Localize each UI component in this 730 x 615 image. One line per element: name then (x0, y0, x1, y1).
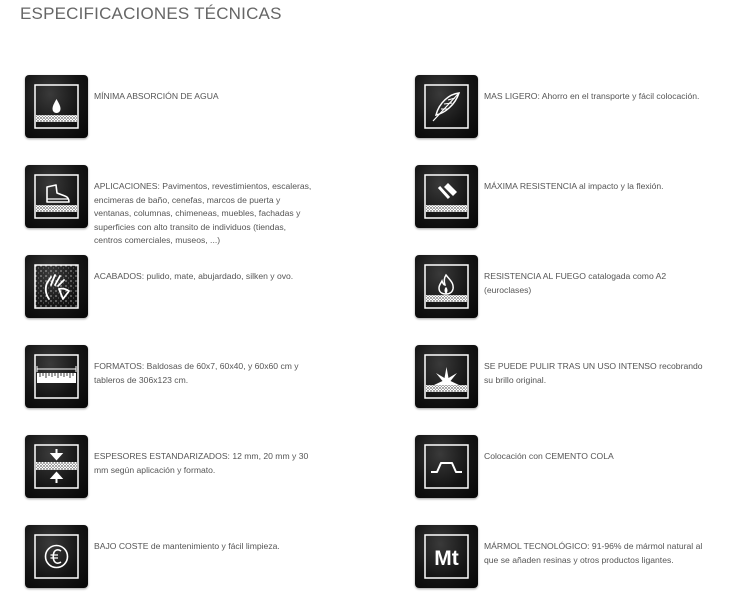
spec-text: MÁRMOL TECNOLÓGICO: 91-96% de mármol natural al que se añaden resinas y otros productos ligantes. (484, 541, 703, 565)
spec-text: ACABADOS: pulido, mate, abujardado, silken y ovo. (94, 271, 294, 281)
spec-lighter (415, 75, 715, 165)
spec-text: Colocación con CEMENTO COLA (484, 451, 614, 461)
trowel-icon (415, 435, 478, 498)
boot-icon (25, 165, 88, 228)
spec-water-absorption (25, 75, 415, 165)
ruler-icon (25, 345, 88, 408)
hammer-icon (415, 165, 478, 228)
spec-text: FORMATOS: Baldosas de 60x7, 60x40, y 60x60 cm y tableros de 306x123 cm. (94, 361, 299, 385)
spec-text: MÁXIMA RESISTENCIA al impacto y la flexión. (484, 181, 664, 191)
spec-thickness (25, 435, 415, 525)
spec-impact-resistance (415, 165, 715, 255)
euro-icon (25, 525, 88, 588)
mt-badge-label: Mt (434, 547, 459, 570)
spec-formats (25, 345, 415, 435)
mt-icon (415, 525, 478, 588)
feather-icon (415, 75, 478, 138)
spec-text: MÍNIMA ABSORCIÓN DE AGUA (94, 91, 219, 101)
water-drop-icon (25, 75, 88, 138)
spec-text: RESISTENCIA AL FUEGO catalogada como A2 (euroclases) (484, 271, 667, 295)
spec-applications (25, 165, 415, 255)
spec-installation (415, 435, 715, 525)
flame-icon (415, 255, 478, 318)
spec-polishable (415, 345, 715, 435)
spec-text: MAS LIGERO: Ahorro en el transporte y fácil colocación. (484, 91, 700, 101)
spec-text: APLICACIONES: Pavimentos, revestimientos, escaleras, encimeras de baño, cenefas, marcos de puerta y ventanas, columnas, chimeneas, muebles, fachadas y superficies con alto transito de individuos (tiendas, centros comerciales, museos, ...) (94, 181, 312, 245)
spec-fire-resistance (415, 255, 715, 345)
spec-text: BAJO COSTE de mantenimiento y fácil limpieza. (94, 541, 280, 551)
spec-text: SE PUEDE PULIR TRAS UN USO INTENSO recobrando su brillo original. (484, 361, 703, 385)
spec-technological-marble (415, 525, 715, 615)
spec-low-cost (25, 525, 415, 615)
specs-grid (25, 75, 715, 615)
hand-icon (25, 255, 88, 318)
spec-finishes (25, 255, 415, 345)
thickness-arrows-icon (25, 435, 88, 498)
spec-text: ESPESORES ESTANDARIZADOS: 12 mm, 20 mm y 30 mm según aplicación y formato. (94, 451, 309, 475)
page-title: ESPECIFICACIONES TÉCNICAS (20, 4, 282, 23)
polish-burst-icon (415, 345, 478, 408)
